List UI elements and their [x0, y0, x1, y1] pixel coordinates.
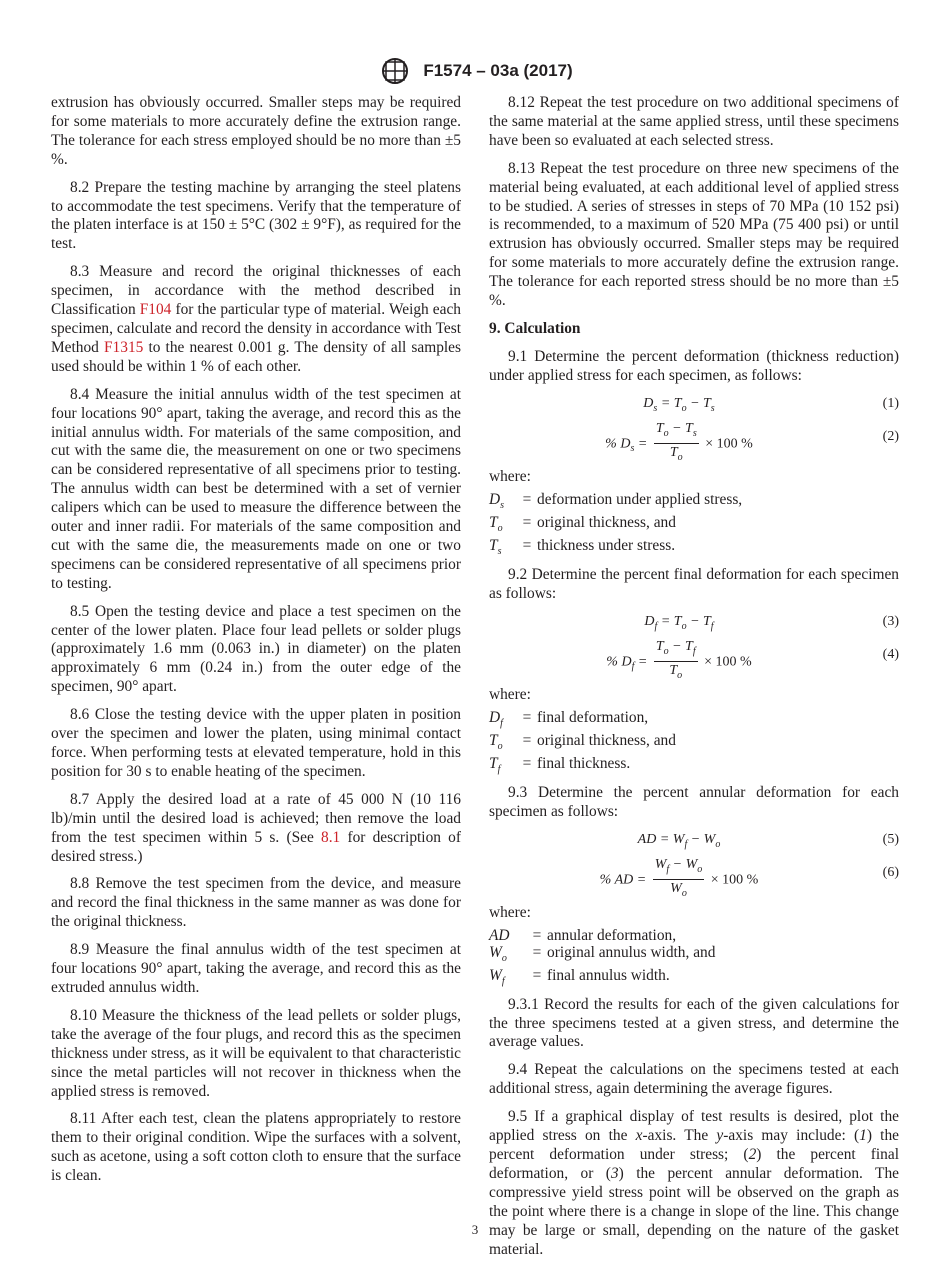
paragraph-9-4: 9.4 Repeat the calculations on the specimens tested at each additional stress, again determining the average figures. — [489, 1061, 899, 1098]
link-8-1[interactable]: 8.1 — [321, 828, 341, 846]
equation-6: % AD = $\frac{W_f - W_o}{W_o}$ × 100 % (6) — [599, 856, 899, 900]
paragraph-9-3-1: 9.3.1 Record the results for each of the given calculations for the three specimens tested at a given stress, and determine the average values. — [489, 995, 899, 1051]
equation-3: $D_f = T_o - T_f$ (3) — [644, 613, 899, 632]
definition-row: $T_o$ = original thickness, and — [489, 513, 676, 534]
paragraph-8-11: 8.11 After each test, clean the platens appropriately to restore them to their original condition. Wipe the surfaces with a solvent, such as acetone, using a soft cotton cloth to ensure that the surface is clean. — [51, 1110, 461, 1185]
equation-5: AD = $W_f - W_o$ (5) — [637, 831, 899, 850]
document-code: F1574 – 03a (2017) — [423, 61, 573, 80]
definition-row: $T_f$ = final thickness. — [489, 754, 631, 775]
page-header — [0, 56, 950, 86]
definition-row: $D_s$ = deformation under applied stress, — [489, 490, 743, 511]
paragraph-9-3: 9.3 Determine the percent annular deformation for each specimen as follows: — [489, 783, 899, 820]
definition-row: AD = annular deformation, — [489, 926, 677, 944]
link-f104[interactable]: F104 — [139, 301, 172, 319]
paragraph-8-3: 8.3 Measure and record the original thicknesses of each specimen, in accordance with the method described in Classification F104 for the particular type of material. Weigh each specimen, calculate and record the density in accordance with Test Method F1315 to the nearest 0.001 g. The density of all samples used should be within 1 % of each other. — [51, 263, 461, 375]
paragraph-8-2: 8.2 Prepare the testing machine by arranging the steel platens to accommodate the test specimens. Verify that the temperature of the platen interface is at 150 ± 5°C (302 ± 9°F), as required for the test. — [51, 178, 462, 253]
paragraph-9-2: 9.2 Determine the percent final deformation for each specimen as follows: — [489, 565, 899, 602]
where-label: where: — [489, 903, 531, 921]
definition-row: $D_f$ = final deformation, — [489, 708, 649, 729]
equation-2: % $D_s$ = $\frac{T_o - T_s}{T_o}$ × 100 % (2) — [605, 420, 899, 464]
astm-logo-icon — [377, 56, 413, 86]
section-heading: 9. Calculation — [489, 319, 581, 337]
where-label: where: — [489, 685, 531, 703]
definition-row: $T_s$ = thickness under stress. — [489, 536, 676, 557]
definitions-2 — [489, 709, 899, 778]
definitions-3 — [489, 927, 899, 990]
paragraph-8-6: 8.6 Close the testing device with the upper platen in position over the specimen and lower the platen, using minimal contact force. When performing tests at elevated temperature, hold in this position for 30 s to enable heating of the specimen. — [51, 706, 461, 780]
paragraph-8-7: 8.7 Apply the desired load at a rate of 45 000 N (10 116 lb)/min until the desired load is achieved; then remove the load from the test specimen within 5 s. (See 8.1 for description of desired stress.) — [51, 790, 461, 865]
equation-4: % $D_f$ = $\frac{T_o - T_f}{T_o}$ × 100 % (4) — [606, 638, 899, 682]
where-label: where: — [489, 467, 531, 485]
definition-row: $W_f$ = final annulus width. — [489, 966, 670, 987]
paragraph-8-4: 8.4 Measure the initial annulus width of the test specimen at four locations 90° apart, taking the average, and record this as the initial annulus width. For materials of the same composition, and cut with the same die, the measurement on one or two specimens can be considered representative of all specimens prior to testing. The annulus width can best be determined with a set of vernier calipers which can be used to measure the difference between the outer and inner radii. For materials of the same composition and cut with the same die, the measurements made on one or two specimens can be considered representative of all specimens prior to testing. — [51, 385, 461, 592]
equation-1: $D_s = T_o - T_s$ (1) — [643, 395, 899, 414]
paragraph-8-5: 8.5 Open the testing device and place a test specimen on the center of the lower platen. Place four lead pellets or solder plugs (approximately 1.6 mm (0.063 in.) in diameter) on the platen approximately 6 mm (0.24 in.) from the outer edge of the specimen, 90° apart. — [51, 602, 461, 696]
definition-row: $T_o$ = original thickness, and — [489, 731, 676, 752]
page-number: 3 — [471, 1222, 479, 1237]
definitions-1 — [489, 491, 899, 560]
left-column — [51, 94, 461, 1195]
paragraph-8-9: 8.9 Measure the final annulus width of the test specimen at four locations 90° apart, taking the average, and record this as the extruded annulus width. — [51, 941, 461, 996]
paragraph-8-10: 8.10 Measure the thickness of the lead pellets or solder plugs, take the average of the four plugs, and record this as the specimen thickness under stress, as it will be equivalent to that characteristic since the metal particles will not recover in thickness when the applied stress is removed. — [51, 1006, 461, 1100]
right-column — [489, 94, 899, 1268]
link-f1315[interactable]: F1315 — [104, 338, 144, 356]
paragraph-8-13: 8.13 Repeat the test procedure on three new specimens of the material being evaluated, at each additional level of applied stress to be studied. A series of stresses in steps of 70 MPa (10 152 psi) is recommended, to a maximum of 520 MPa (75 400 psi) or until extrusion has obviously occurred. Smaller steps may be required for some materials to more accurately define the extrusion range. The tolerance for each reported stress should be no more than ±5 %. — [489, 159, 899, 310]
paragraph-8-8: 8.8 Remove the test specimen from the device, and measure and record the final thickness in the same manner as was done for the original thickness. — [51, 875, 461, 931]
paragraph: extrusion has obviously occurred. Smaller steps may be required for some materials to more accurately define the extrusion range. The tolerance for each stress employed should be no more than ±5 %. — [51, 94, 461, 168]
paragraph-8-12: 8.12 Repeat the test procedure on two additional specimens of the same material at the same applied stress, until these specimens have been so evaluated at each selected stress. — [489, 94, 899, 149]
paragraph-9-5: 9.5 If a graphical display of test results is desired, plot the applied stress on the x-axis. The y-axis may include: (1) the percent deformation under stress; (2) the percent final deformation, or (3) the percent annular deformation. The compressive yield stress point will be observed on the graph as the point where there is a change in slope of the line. This change may be large or small, depending on the nature of the gasket material. — [489, 1108, 899, 1258]
paragraph-9-1: 9.1 Determine the percent deformation (thickness reduction) under applied stress for each specimen, as follows: — [489, 347, 899, 384]
definition-row: $W_o$ = original annulus width, and — [489, 943, 716, 964]
